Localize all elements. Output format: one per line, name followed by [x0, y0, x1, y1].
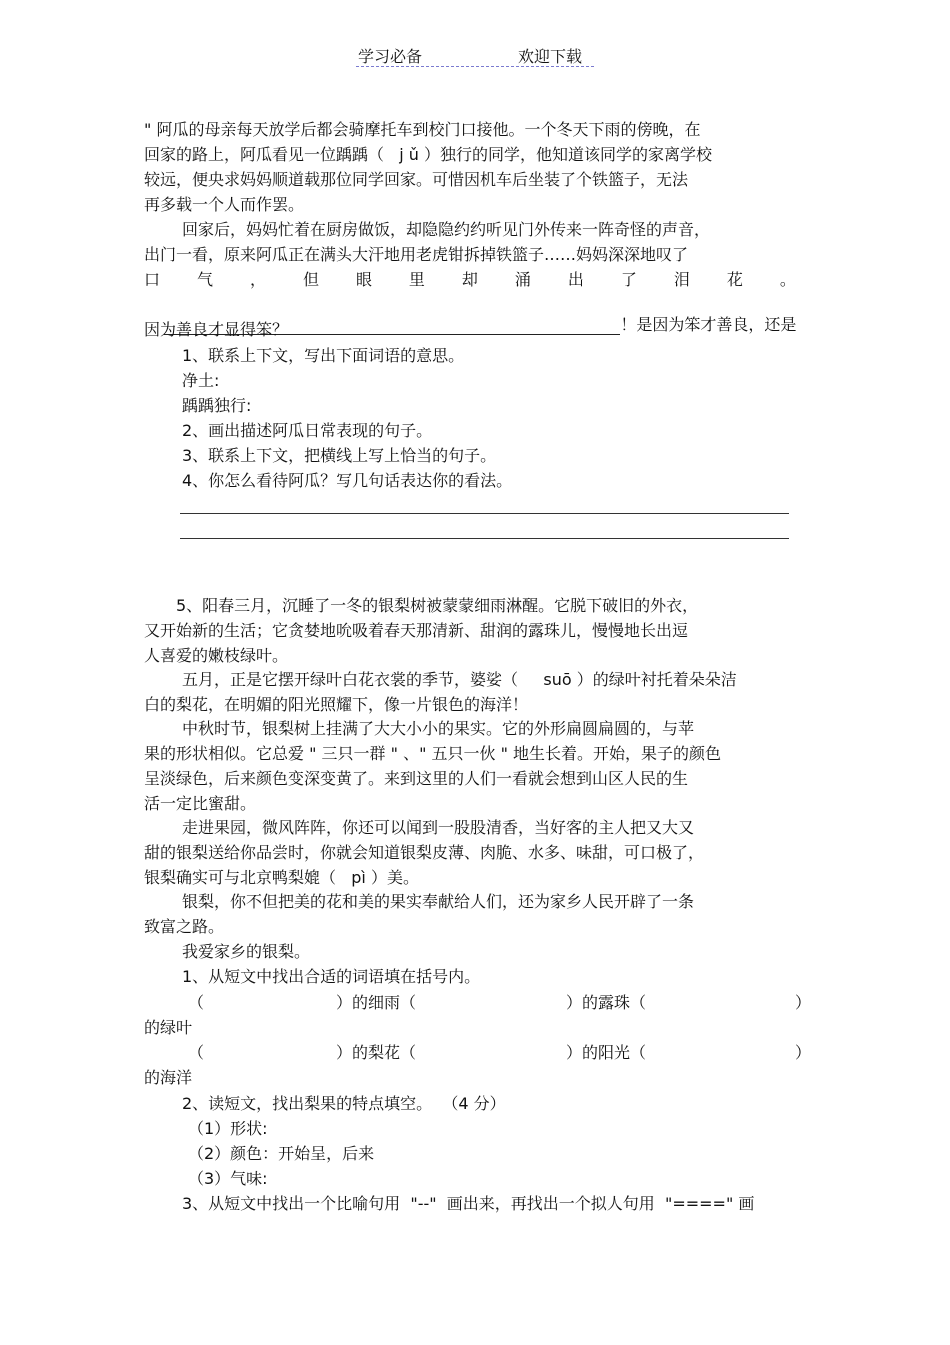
passage1-line: 回家后，妈妈忙着在厨房做饭，却隐隐约约听见门外传来一阵奇怪的声音， [182, 220, 711, 239]
spread-char: 了 [620, 270, 637, 289]
passage1-line: 再多载一个人而作罢。 [144, 195, 305, 214]
spread-char: 出 [567, 270, 584, 289]
passage1-line: 回家的路上，阿瓜看见一位踽踽（ j ǔ ）独行的同学，他知道该同学的家离学校 [144, 145, 713, 164]
fill-row [0, 993, 950, 1013]
passage1-line: 较远，便央求妈妈顺道载那位同学回家。可惜因机车后坐装了个铁篮子，无法 [144, 170, 689, 189]
fill-row-tail: 的绿叶 [144, 1018, 193, 1037]
fill-paren: ） [795, 993, 812, 1012]
spread-char: 。 [779, 270, 796, 289]
spread-char: 但 [302, 270, 319, 289]
spread-char: 却 [461, 270, 478, 289]
question-line: 踽踽独行: [182, 396, 252, 415]
passage1-spread-line [144, 270, 796, 290]
fill-paren[interactable]: ）的细雨（ [336, 993, 417, 1012]
fill-paren[interactable]: （ [188, 993, 205, 1012]
passage2-line: 果的形状相似。它总爱 " 三只一群 " 、" 五只一伙 " 地生长着。开始，果子的颜色 [144, 744, 722, 763]
passage2-line: 5、阳春三月，沉睡了一冬的银梨树被蒙蒙细雨淋醒。它脱下破旧的外衣， [176, 596, 699, 615]
passage2-line: 呈淡绿色，后来颜色变深变黄了。来到这里的人们一看就会想到山区人民的生 [144, 769, 689, 788]
question-line: 1、联系上下文，写出下面词语的意思。 [182, 346, 465, 365]
passage2-line: 走进果园，微风阵阵，你还可以闻到一股股清香，当好客的主人把又大又 [182, 818, 695, 837]
spread-char: 花 [726, 270, 743, 289]
passage2-line: 银梨确实可与北京鸭梨媲（ pì ）美。 [144, 868, 419, 887]
question-line: 3、从短文中找出一个比喻句用 "--" 画出来，再找出一个拟人句用 "====" 画 [182, 1194, 755, 1213]
passage1-line: " 阿瓜的母亲每天放学后都会骑摩托车到校门口接他。一个冬天下雨的傍晚，在 [144, 120, 701, 139]
fill-row [0, 1043, 950, 1063]
passage1-line: 因为善良才显得笨？ [144, 320, 289, 339]
question-line: 2、画出描述阿瓜日常表现的句子。 [182, 421, 433, 440]
passage1-line: 出门一看，原来阿瓜正在满头大汗地用老虎钳拆掉铁篮子……妈妈深深地叹了 [144, 245, 689, 264]
passage2-line: 白的梨花，在明媚的阳光照耀下，像一片银色的海洋！ [144, 695, 529, 714]
question-item: （1）形状: [188, 1119, 268, 1138]
fill-paren: ） [795, 1043, 812, 1062]
after-blank-text: ！是因为笨才善良，还是 [620, 315, 797, 334]
page-header [356, 44, 594, 67]
fill-row-tail: 的海洋 [144, 1068, 193, 1087]
spread-char: 泪 [673, 270, 690, 289]
passage2-line: 五月，正是它摆开绿叶白花衣裳的季节，婆娑（ suō ）的绿叶衬托着朵朵洁 [182, 670, 737, 689]
spread-char: 里 [408, 270, 425, 289]
header-left-text: 学习必备 [358, 47, 423, 66]
passage2-line: 人喜爱的嫩枝绿叶。 [144, 646, 289, 665]
fill-paren[interactable]: ）的阳光（ [566, 1043, 647, 1062]
passage2-line: 银梨，你不但把美的花和美的果实奉献给人们，还为家乡人民开辟了一条 [182, 892, 695, 911]
passage2-line: 中秋时节，银梨树上挂满了大大小小的果实。它的外形扁圆扁圆的，与苹 [182, 719, 695, 738]
passage2-line: 甜的银梨送给你品尝时，你就会知道银梨皮薄、肉脆、水多、味甜，可口极了， [144, 843, 705, 862]
fill-paren[interactable]: （ [188, 1043, 205, 1062]
question-item: （2）颜色：开始呈，后来 [188, 1144, 375, 1163]
answer-line[interactable] [180, 538, 789, 539]
question-line: 1、从短文中找出合适的词语填在括号内。 [182, 967, 481, 986]
passage2-line: 我爱家乡的银梨。 [182, 942, 311, 961]
question-line: 净土: [182, 371, 220, 390]
question-line: 2、读短文，找出梨果的特点填空。 （4 分） [182, 1094, 506, 1113]
spread-char: 口 [144, 270, 161, 289]
spread-char: ， [249, 270, 266, 289]
spread-char: 涌 [514, 270, 531, 289]
header-right-text: 欢迎下载 [518, 47, 583, 66]
fill-paren[interactable]: ）的露珠（ [566, 993, 647, 1012]
passage2-line: 活一定比蜜甜。 [144, 794, 257, 813]
passage2-line: 致富之路。 [144, 917, 225, 936]
passage2-line: 又开始新的生活；它贪婪地吮吸着春天那清新、甜润的露珠儿，慢慢地长出逗 [144, 621, 689, 640]
spread-char: 气 [196, 270, 213, 289]
answer-line[interactable] [180, 513, 789, 514]
spread-char: 眼 [355, 270, 372, 289]
question-item: （3）气味: [188, 1169, 268, 1188]
question-line: 4、你怎么看待阿瓜？写几句话表达你的看法。 [182, 471, 513, 490]
fill-paren[interactable]: ）的梨花（ [336, 1043, 417, 1062]
question-line: 3、联系上下文，把横线上写上恰当的句子。 [182, 446, 497, 465]
